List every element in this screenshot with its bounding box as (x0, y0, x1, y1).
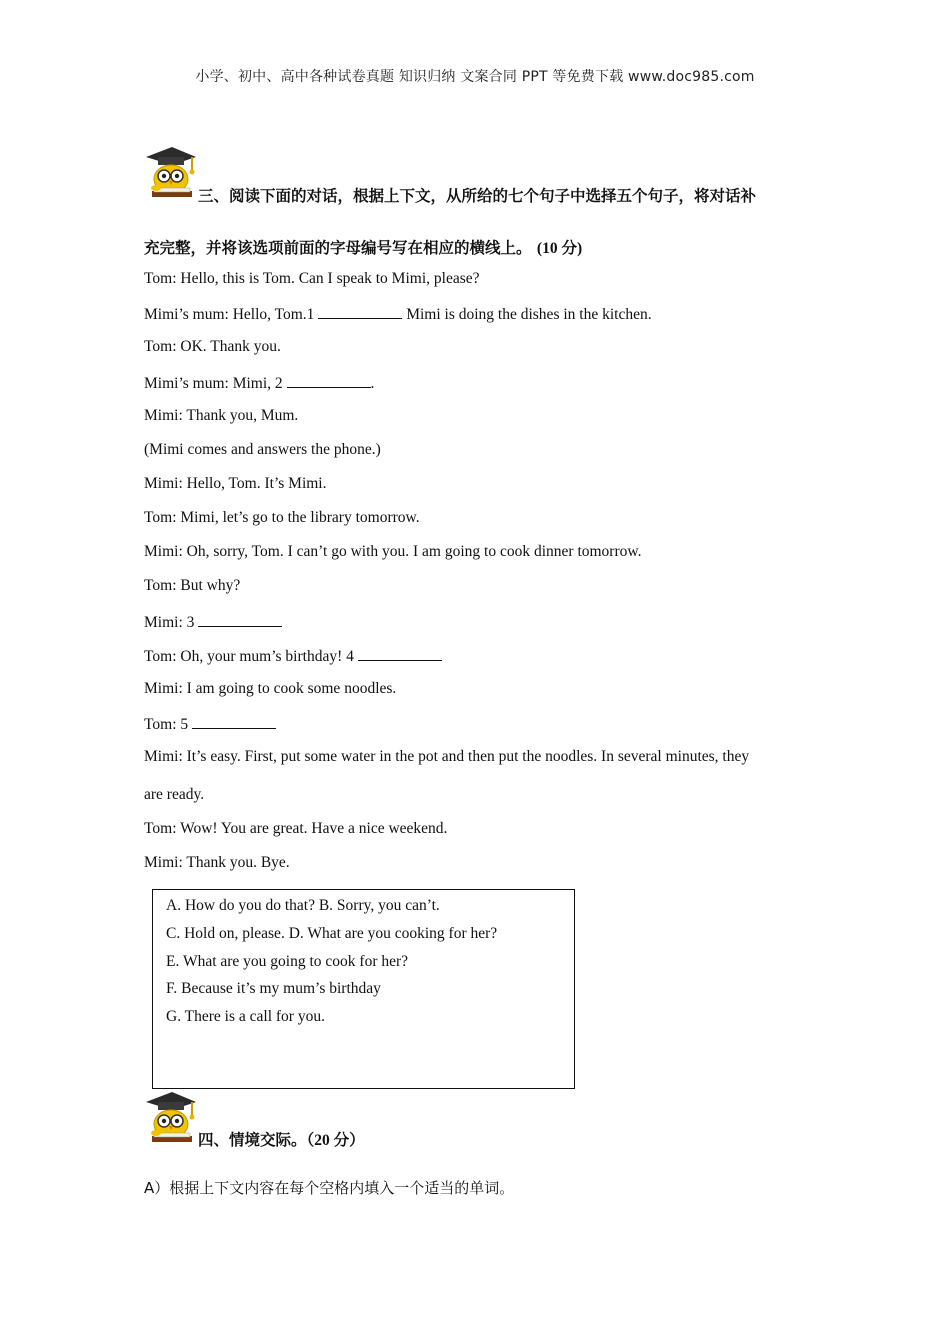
answer-blank-1[interactable] (318, 304, 402, 319)
dialogue-line (144, 646, 442, 666)
dialogue-text: Mimi’s mum: Mimi, 2 (144, 375, 287, 392)
dialogue-line: (Mimi comes and answers the phone.) (144, 441, 381, 458)
section-3-title-line2-cn: 充完整，并将该选项前面的字母编号写在相应的横线上。 (144, 239, 532, 257)
section-3-title-line1: 三、阅读下面的对话，根据上下文，从所给的七个句子中选择五个句子，将对话补 (198, 187, 757, 205)
dialogue-text: Tom: Oh, your mum’s birthday! 4 (144, 648, 358, 665)
section-4-instruction: A）根据上下文内容在每个空格内填入一个适当的单词。 (144, 1179, 515, 1197)
dialogue-line: Tom: Mimi, let’s go to the library tomorrow. (144, 509, 420, 526)
dialogue-text: Mimi: 3 (144, 614, 199, 631)
dialogue-line: Mimi: Thank you, Mum. (144, 407, 299, 424)
dialogue-line: are ready. (144, 786, 205, 803)
section-4-title (198, 1128, 365, 1150)
answer-blank-2[interactable] (287, 373, 371, 388)
option-line: G. There is a call for you. (166, 1008, 325, 1025)
option-line: C. Hold on, please. D. What are you cooking for her? (166, 925, 498, 942)
dialogue-line (144, 373, 374, 393)
dialogue-text: Mimi’s mum: Hello, Tom.1 (144, 306, 319, 323)
options-box (152, 889, 575, 1089)
option-line: E. What are you going to cook for her? (166, 953, 409, 970)
answer-blank-3[interactable] (198, 612, 282, 627)
dialogue-line: Mimi: It’s easy. First, put some water in the pot and then put the noodles. In several minutes, they (144, 748, 750, 765)
dialogue-line: Tom: OK. Thank you. (144, 338, 281, 355)
page-header: 小学、初中、高中各种试卷真题 知识归纳 文案合同 PPT 等免费下载 www.doc985.com (195, 69, 755, 85)
section-3-title-line2 (144, 236, 582, 258)
dialogue-text: Mimi is doing the dishes in the kitchen. (402, 306, 652, 323)
dialogue-line (144, 612, 282, 632)
owl-graduate-icon (142, 1088, 196, 1146)
option-line: F. Because it’s my mum’s birthday (166, 980, 381, 997)
answer-blank-5[interactable] (192, 714, 276, 729)
owl-graduate-icon (142, 143, 196, 201)
dialogue-line: Tom: But why? (144, 577, 241, 594)
section-4-title-cn: 四、情境交际。（ (198, 1131, 315, 1149)
dialogue-line: Mimi: Oh, sorry, Tom. I can’t go with you. I am going to cook dinner tomorrow. (144, 543, 642, 560)
section-4-score: 20 分） (314, 1132, 365, 1149)
dialogue-line: Mimi: I am going to cook some noodles. (144, 680, 397, 697)
dialogue-text: . (370, 375, 375, 392)
dialogue-line (144, 714, 276, 734)
answer-blank-4[interactable] (358, 646, 442, 661)
dialogue-text: Tom: 5 (144, 716, 192, 733)
dialogue-line: Mimi: Hello, Tom. It’s Mimi. (144, 475, 327, 492)
dialogue-line (144, 304, 652, 324)
option-line: A. How do you do that? B. Sorry, you can’t. (166, 897, 440, 914)
section-3-score: (10 分) (536, 240, 583, 257)
dialogue-line: Tom: Wow! You are great. Have a nice weekend. (144, 820, 448, 837)
dialogue-line: Mimi: Thank you. Bye. (144, 854, 290, 871)
dialogue-line: Tom: Hello, this is Tom. Can I speak to Mimi, please? (144, 270, 480, 287)
